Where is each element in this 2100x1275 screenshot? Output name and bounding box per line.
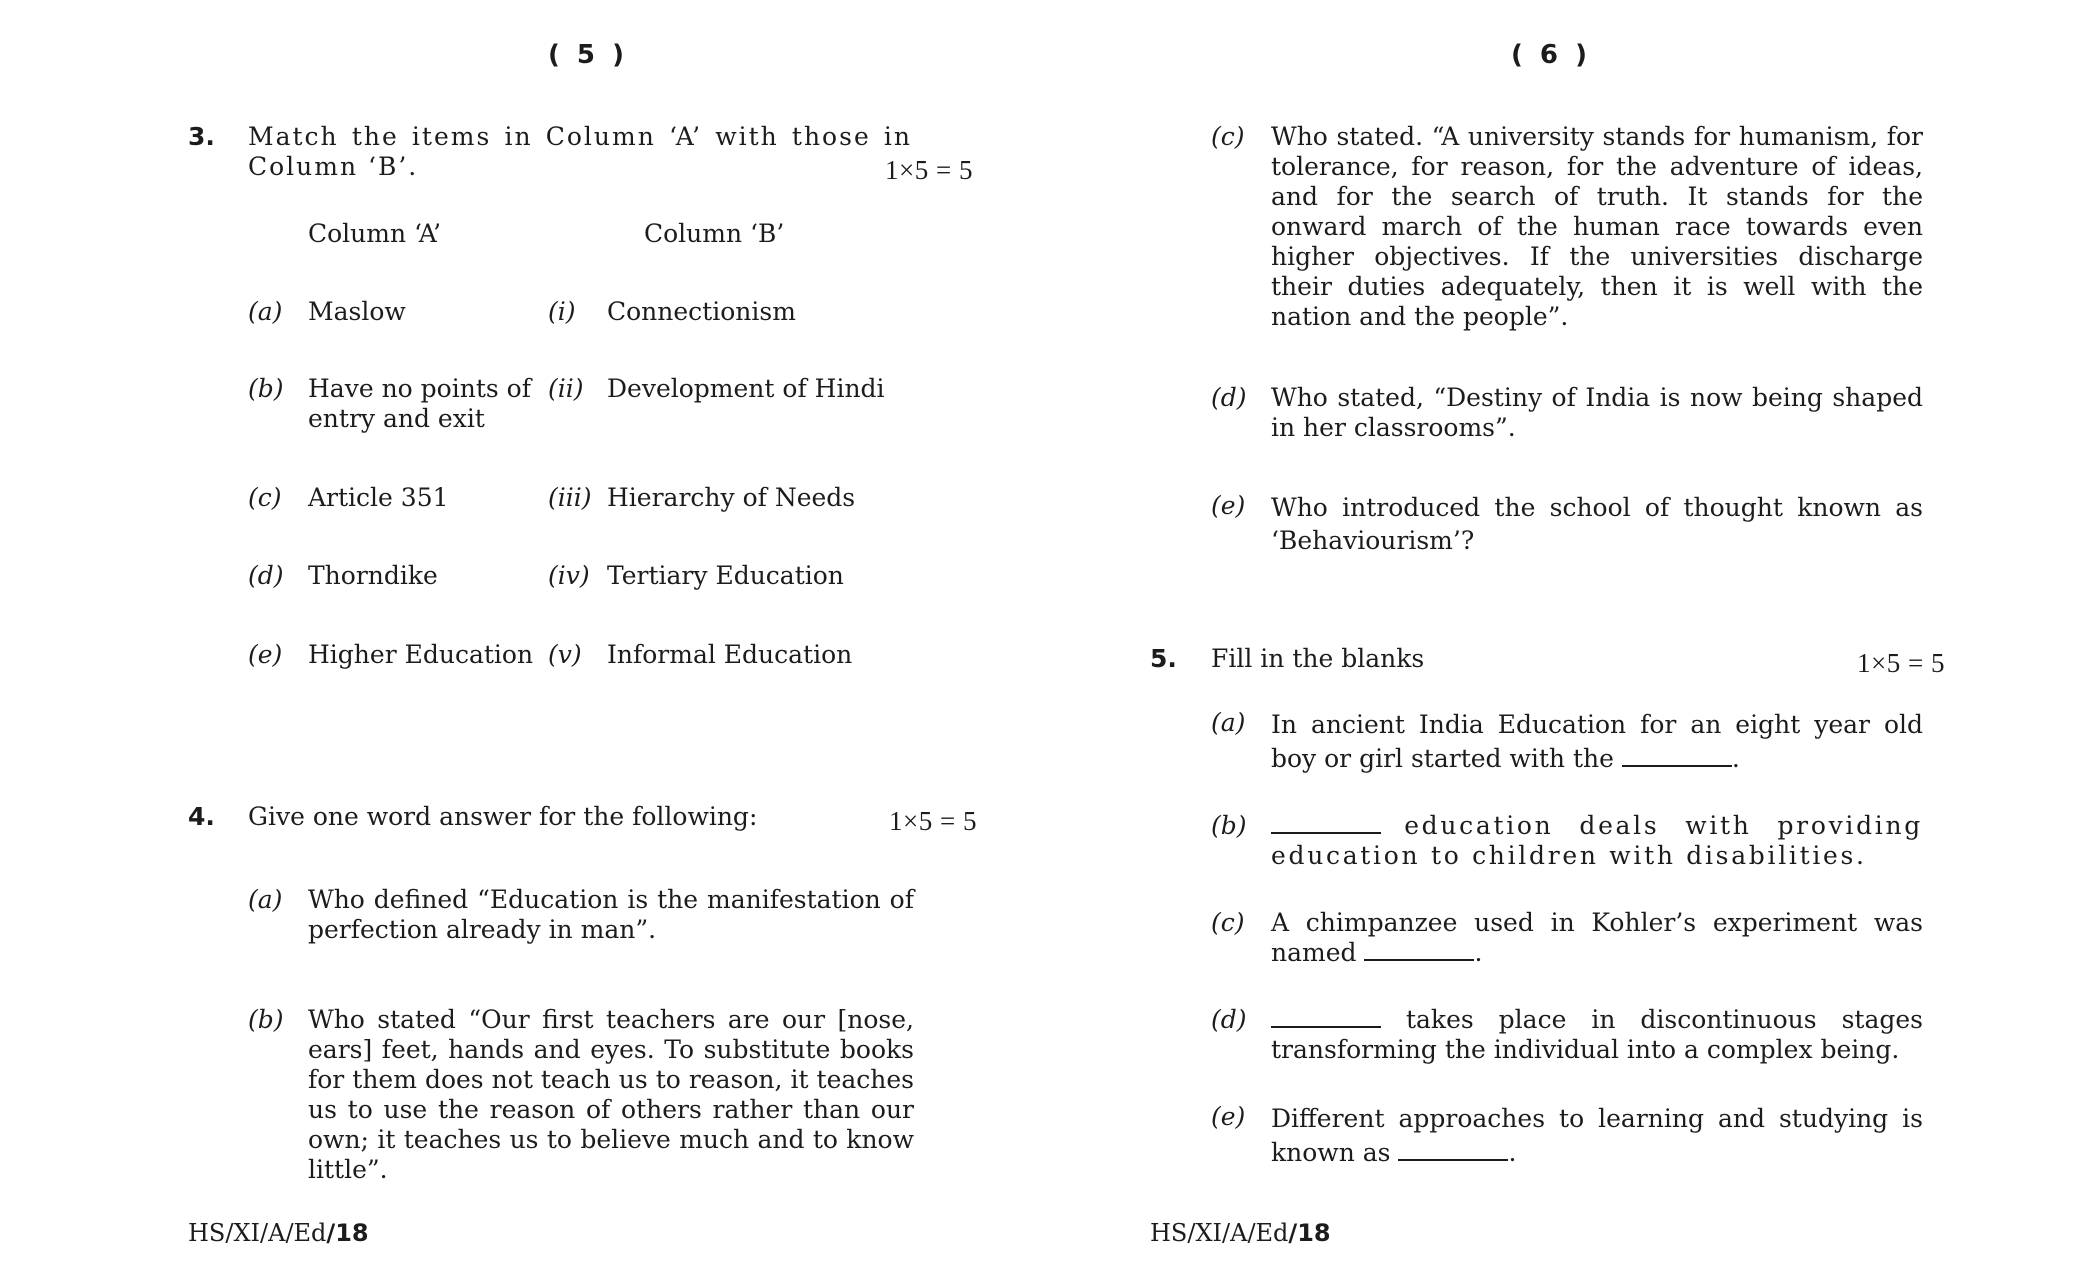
answer-blank[interactable] <box>1364 939 1474 961</box>
footer-code <box>188 1219 369 1247</box>
item-text-after: takes place in discontinuous stages transforming the individual into a complex being. <box>1271 1005 1923 1064</box>
question-item: Who stated. “A university stands for humanism, for tolerance, for reason, for the adventure of ideas, and for the search of truth. It stands for the onward march of the human race towards even higher objectives. If the universities discharge their duties adequately, then it is well with the nation and the people”. <box>1271 122 1923 331</box>
page-number: ( 5 ) <box>548 40 628 70</box>
item-label: (ii) <box>548 374 584 403</box>
question-number: 4. <box>188 802 215 831</box>
item-text-before: Different approaches to learning and studying is known as <box>1271 1104 1923 1167</box>
question-item: Who stated, “Destiny of India is now being shaped in her classrooms”. <box>1271 383 1923 442</box>
answer-blank[interactable] <box>1271 812 1381 834</box>
question-item: Who introduced the school of thought known as ‘Behaviourism’? <box>1271 493 1923 555</box>
item-label: (d) <box>248 561 284 590</box>
item-text-before: In ancient India Education for an eight year old boy or girl started with the <box>1271 710 1923 773</box>
item-label: (iv) <box>548 561 590 590</box>
item-text-after: . <box>1474 938 1483 967</box>
item-label: (b) <box>248 1005 284 1034</box>
item-text-after: education deals with providing education to children with disabilities. <box>1271 811 1924 870</box>
item-label: (a) <box>248 885 283 914</box>
footer-code-text: HS/XI/A/Ed <box>1150 1219 1289 1247</box>
item-text-before: A chimpanzee used in Kohler’s experiment was named <box>1271 908 1923 967</box>
column-a-item: Maslow <box>308 297 406 326</box>
item-label: (b) <box>248 374 284 403</box>
column-b-item: Tertiary Education <box>607 561 844 590</box>
footer-code-suffix: /18 <box>326 1219 369 1247</box>
column-b-item: Hierarchy of Needs <box>607 483 856 512</box>
item-label: (c) <box>1211 908 1245 937</box>
item-label: (c) <box>1211 122 1245 151</box>
question-prompt: Match the items in Column ‘A’ with those in Column ‘B’. <box>248 122 912 181</box>
column-a-item: Article 351 <box>308 483 449 512</box>
item-label: (e) <box>248 640 283 669</box>
page-number: ( 6 ) <box>1511 40 1591 70</box>
column-b-item: Connectionism <box>607 297 796 326</box>
marks-allocation: 1×5 = 5 <box>1857 648 1945 678</box>
fill-in-blank-item <box>1271 1005 1923 1065</box>
item-label: (v) <box>548 640 582 669</box>
answer-blank[interactable] <box>1271 1006 1381 1028</box>
item-label: (iii) <box>548 483 592 512</box>
fill-in-blank-item <box>1271 811 1923 871</box>
column-a-header: Column ‘A’ <box>308 219 442 248</box>
marks-allocation: 1×5 = 5 <box>889 806 977 836</box>
item-label: (e) <box>1211 1102 1246 1131</box>
fill-in-blank-item <box>1271 708 1923 776</box>
column-b-item: Informal Education <box>607 640 853 669</box>
answer-blank[interactable] <box>1622 745 1732 767</box>
question-number: 3. <box>188 122 215 151</box>
fill-in-blank-item <box>1271 908 1923 968</box>
footer-code-suffix: /18 <box>1288 1219 1331 1247</box>
item-label: (c) <box>248 483 282 512</box>
marks-allocation: 1×5 = 5 <box>885 155 973 185</box>
column-a-item: Thorndike <box>308 561 438 590</box>
question-item: Who defined “Education is the manifestation of perfection already in man”. <box>308 885 914 944</box>
item-label: (e) <box>1211 491 1246 520</box>
item-text-after: . <box>1731 744 1740 773</box>
item-label: (a) <box>1211 708 1246 737</box>
question-prompt: Give one word answer for the following: <box>248 802 758 831</box>
question-item: Who stated “Our first teachers are our [nose, ears] feet, hands and eyes. To substitute books for them does not teach us to reason, it teaches us to use the reason of others rather than our own; it teaches us to believe much and to know little”. <box>308 1005 914 1184</box>
question-prompt: Fill in the blanks <box>1211 644 1425 673</box>
item-label: (a) <box>248 297 283 326</box>
item-text-after: . <box>1508 1138 1517 1167</box>
footer-code <box>1150 1219 1331 1247</box>
item-label: (i) <box>548 297 576 326</box>
column-a-item: Have no points of entry and exit <box>308 374 531 433</box>
item-label: (d) <box>1211 383 1247 412</box>
column-b-item: Development of Hindi <box>607 374 885 403</box>
answer-blank[interactable] <box>1398 1139 1508 1161</box>
fill-in-blank-item <box>1271 1102 1923 1170</box>
question-number: 5. <box>1150 644 1177 673</box>
item-label: (d) <box>1211 1005 1247 1034</box>
right-page <box>1050 0 2100 1275</box>
item-label: (b) <box>1211 811 1247 840</box>
column-b-header: Column ‘B’ <box>644 219 785 248</box>
footer-code-text: HS/XI/A/Ed <box>188 1219 327 1247</box>
column-a-item: Higher Education <box>308 640 534 669</box>
